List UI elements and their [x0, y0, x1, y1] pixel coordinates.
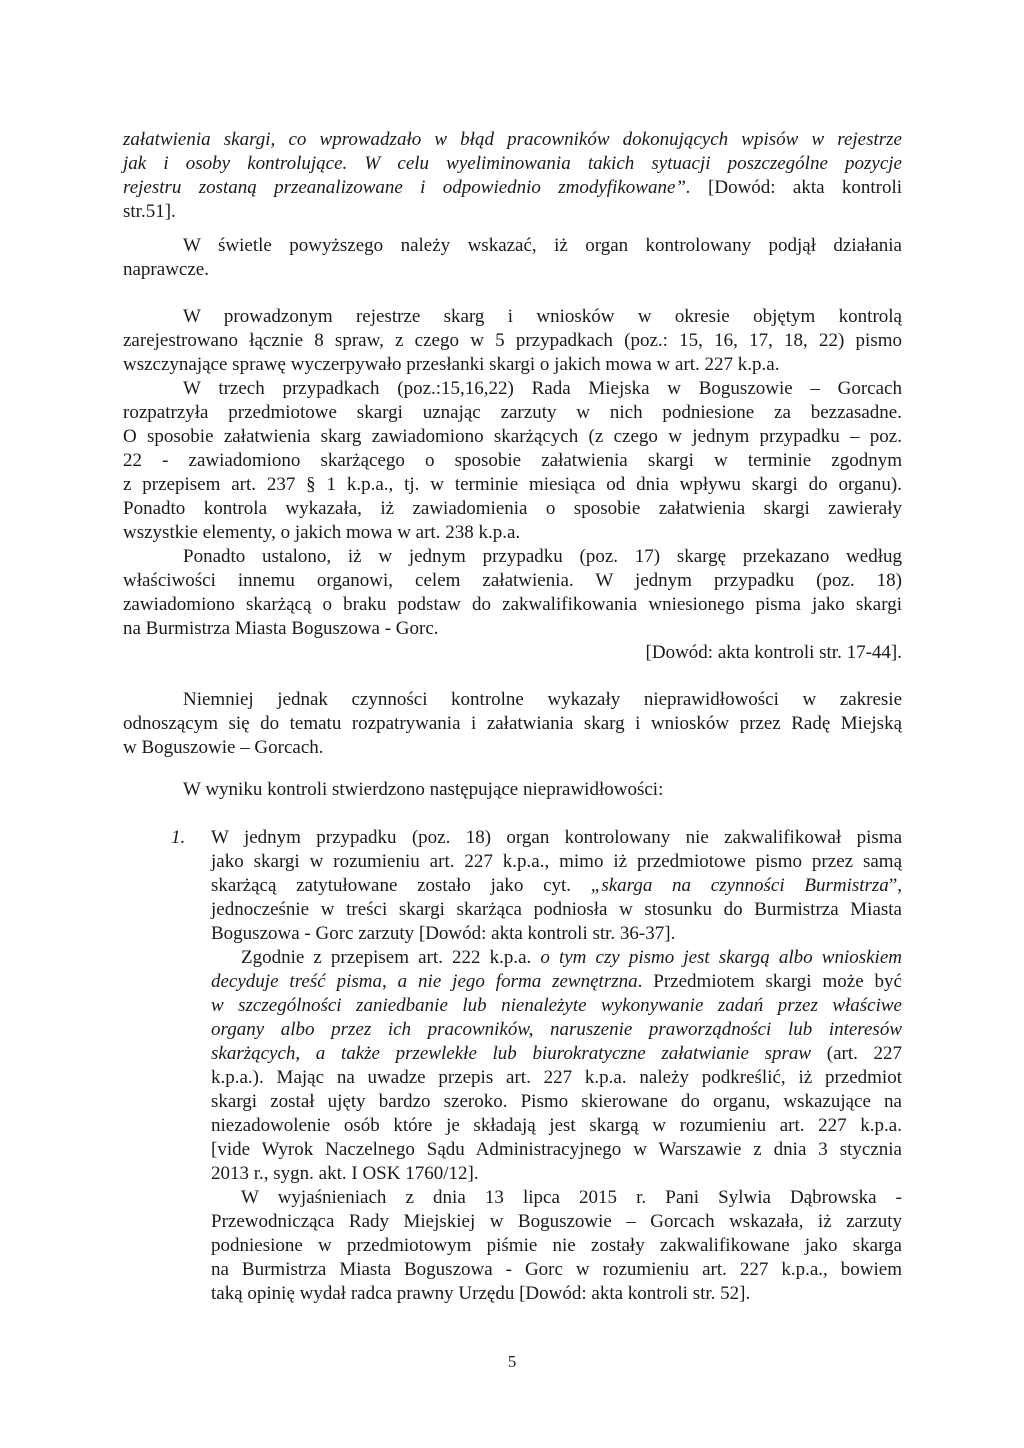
quote-text: o tym czy pismo jest skargą albo wnioskiem: [540, 947, 902, 968]
evidence-reference: [Dowód: akta kontroli: [690, 177, 903, 198]
text-line: wszczynające sprawę wyczerpywało przesłanki skargi o jakich mowa w art. 227 k.p.a.: [123, 354, 780, 375]
text-run: skarżącą zatytułowane zostało jako cyt.: [211, 875, 591, 896]
text-line: jednocześnie w treści skargi skarżąca podniosła w stosunku do Burmistrza Miasta: [211, 899, 902, 920]
text-line: [211, 970, 902, 994]
text-line: W trzech przypadkach (poz.:15,16,22) Rada Miejska w Boguszowie – Gorcach: [183, 378, 902, 399]
text-line: wszystkie elementy, o jakich mowa w art. 238 k.p.a.: [123, 522, 521, 543]
quote-text: skarżących, a także przewlekłe lub biurokratyczne załatwianie spraw: [211, 1043, 812, 1064]
page-number: 5: [507, 1352, 517, 1371]
text-line: k.p.a.). Mając na uwadze przepis art. 227 k.p.a. należy podkreślić, iż przedmiot: [211, 1067, 902, 1088]
text-run: ”,: [888, 875, 902, 896]
text-line: zawiadomiono skarżącą o braku podstaw do zakwalifikowania wniesionego pisma jako skargi: [123, 594, 902, 615]
text-line: załatwienia skargi, co wprowadzało w błąd pracowników dokonujących wpisów w rejestrze: [123, 129, 902, 150]
text-line: zarejestrowano łącznie 8 spraw, z czego w 5 przypadkach (poz.: 15, 16, 17, 18, 22) pismo: [123, 330, 902, 351]
text-line: skargi został ujęty bardzo szeroko. Pismo skierowane do organu, wskazujące na: [211, 1091, 902, 1112]
text-run: (art. 227: [811, 1043, 902, 1064]
section-heading: W wyniku kontroli stwierdzono następujące nieprawidłowości:: [183, 779, 664, 800]
text-line: na Burmistrza Miasta Boguszowa - Gorc.: [123, 618, 439, 639]
evidence-reference: [Dowód: akta kontroli str. 17-44].: [645, 642, 902, 663]
text-run: Zgodnie z przepisem art. 222 k.p.a.: [241, 947, 541, 968]
text-line: W świetle powyższego należy wskazać, iż organ kontrolowany podjął działania: [183, 235, 902, 256]
text-line: O sposobie załatwienia skarg zawiadomiono skarżących (z czego w jednym przypadku – poz.: [123, 426, 902, 447]
text-line: naprawcze.: [123, 259, 209, 280]
text-line: organy albo przez ich pracowników, naruszenie praworządności lub interesów: [211, 1019, 902, 1040]
text-run: . Przedmiotem skargi może być: [637, 971, 902, 992]
text-line: Ponadto ustalono, iż w jednym przypadku (poz. 17) skargę przekazano według: [183, 546, 902, 567]
text-line: jako skargi w rozumieniu art. 227 k.p.a., mimo iż przedmiotowe pismo przez samą: [211, 851, 902, 872]
text-line: [241, 946, 902, 970]
text-line: Ponadto kontrola wykazała, iż zawiadomienia o sposobie załatwienia skargi zawierały: [123, 498, 902, 519]
text-line: odnoszącym się do tematu rozpatrywania i załatwiania skarg i wniosków przez Radę Miejską: [123, 713, 902, 734]
text-line: Niemniej jednak czynności kontrolne wykazały nieprawidłowości w zakresie: [183, 689, 902, 710]
quote-text: decyduje treść pisma, a nie jego forma zewnętrzna: [211, 971, 638, 992]
text-line: [123, 176, 902, 200]
text-line: właściwości innemu organowi, celem załatwienia. W jednym przypadku (poz. 18): [123, 570, 902, 591]
text-line: niezadowolenie osób które je składają jest skargą w rozumieniu art. 227 k.p.a.: [211, 1115, 902, 1136]
text-line: 2013 r., sygn. akt. I OSK 1760/12].: [211, 1163, 479, 1184]
text-line: W prowadzonym rejestrze skarg i wniosków w okresie objętym kontrolą: [183, 306, 902, 327]
text-line: na Burmistrza Miasta Boguszowa - Gorc w rozumieniu art. 227 k.p.a., bowiem: [211, 1259, 902, 1280]
text-line: [vide Wyrok Naczelnego Sądu Administracyjnego w Warszawie z dnia 3 stycznia: [211, 1139, 902, 1160]
quote-text: „skarga na czynności Burmistrza: [590, 875, 889, 896]
text-line: jak i osoby kontrolujące. W celu wyeliminowania takich sytuacji poszczególne pozycje: [123, 153, 902, 174]
text-line: str.51].: [123, 201, 176, 222]
text-line: 22 - zawiadomiono skarżącego o sposobie załatwienia skargi w terminie zgodnym: [123, 450, 902, 471]
text-line: w szczególności zaniedbanie lub nienależyte wykonywanie zadań przez właściwe: [211, 995, 902, 1016]
text-line: [211, 874, 902, 898]
text-line: [211, 1042, 902, 1066]
text-line: Boguszowa - Gorc zarzuty [Dowód: akta kontroli str. 36-37].: [211, 923, 676, 944]
text-line: podniesione w przedmiotowym piśmie nie zostały zakwalifikowane jako skarga: [211, 1235, 902, 1256]
text-line: taką opinię wydał radca prawny Urzędu [Dowód: akta kontroli str. 52].: [211, 1283, 751, 1304]
text-line: rozpatrzyła przedmiotowe skargi uznając zarzuty w nich podniesione za bezzasadne.: [123, 402, 902, 423]
quote-text: rejestru zostaną przeanalizowane i odpowiednio zmodyfikowane”.: [123, 177, 691, 198]
list-number: 1.: [171, 827, 186, 848]
text-line: Przewodnicząca Rady Miejskiej w Boguszowie – Gorcach wskazała, iż zarzuty: [211, 1211, 902, 1232]
text-line: W wyjaśnieniach z dnia 13 lipca 2015 r. Pani Sylwia Dąbrowska -: [241, 1187, 902, 1208]
text-line: W jednym przypadku (poz. 18) organ kontrolowany nie zakwalifikował pisma: [211, 827, 902, 848]
text-line: z przepisem art. 237 § 1 k.p.a., tj. w terminie miesiąca od dnia wpływu skargi do organu).: [123, 474, 902, 495]
text-line: w Boguszowie – Gorcach.: [123, 737, 324, 758]
